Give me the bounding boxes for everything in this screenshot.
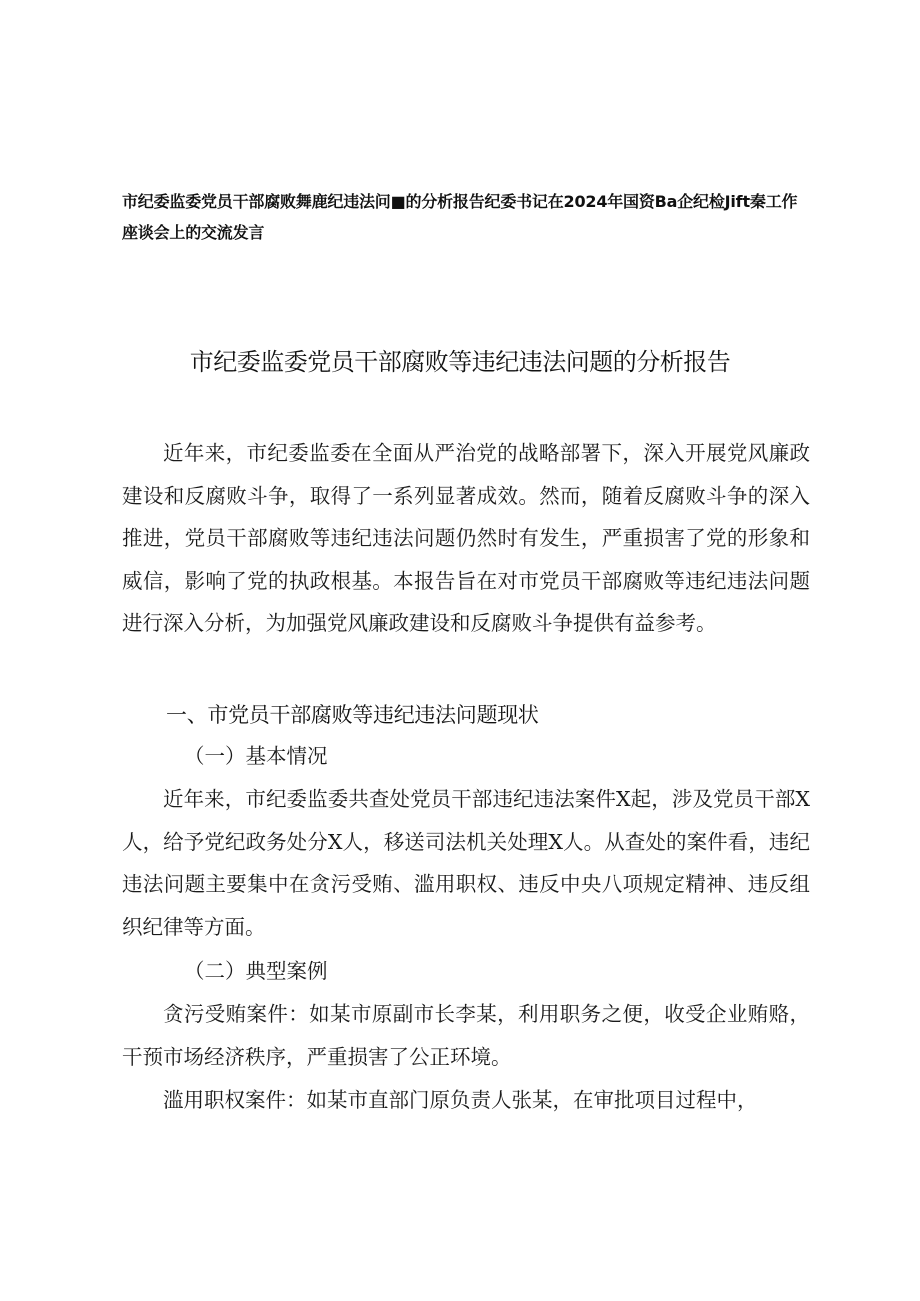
document-header: 市纪委监委党员干部腐败舞鹿纪违法问■的分析报告纪委书记在2024年国资Ba企纪检Jift秦工作座谈会上的交流发言 [122,192,798,242]
basic-situation-paragraph: 近年来，市纪委监委共查处党员干部违纪违法案件X起，涉及党员干部X人，给予党纪政务处分X人，移送司法机关处理X人。从查处的案件看，违纪违法问题主要集中在贪污受贿、滥用职权、违反中央八项规定精神、违反组织纪律等方面。 [122,787,810,939]
intro-paragraph: 近年来，市纪委监委在全面从严治党的战略部署下，深入开展党风廉政建设和反腐败斗争，取得了一系列显著成效。然而，随着反腐败斗争的深入推进，党员干部腐败等违纪违法问题仍然时有发生，严重损害了党的形象和威信，影响了党的执政根基。本报告旨在对市党员干部腐败等违纪违法问题进行深入分析，为加强党风廉政建设和反腐败斗争提供有益参考。 [122,441,810,636]
report-title: 市纪委监委党员干部腐败等违纪违法问题的分析报告 [189,348,731,376]
subsection-heading-cases: （二）典型案例 [184,959,328,983]
section-heading-1: 一、市党员干部腐败等违纪违法问题现状 [166,703,539,727]
case-paragraph-bribery: 贪污受贿案件：如某市原副市长李某，利用职务之便，收受企业贿赂，干预市场经济秩序，严重损害了公正环境。 [122,1002,810,1069]
subsection-heading-basic: （一）基本情况 [184,744,328,768]
case-paragraph-abuse: 滥用职权案件：如某市直部门原负责人张某，在审批项目过程中， [163,1088,758,1112]
